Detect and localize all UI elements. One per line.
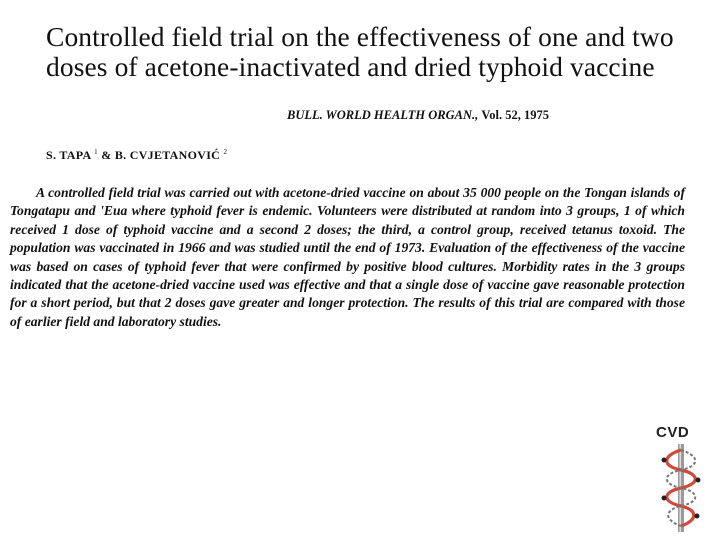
journal-citation (287, 108, 549, 123)
logo-text: CVD (656, 424, 690, 441)
author-2-mark: 2 (223, 148, 228, 156)
author-separator: & (101, 148, 112, 162)
author-line (46, 148, 227, 163)
author-1-mark: 1 (94, 148, 98, 156)
paper-title: Controlled field trial on the effectiveness of one and two doses of acetone-inactivated and dried typhoid vaccine (46, 21, 674, 82)
abstract-text: A controlled field trial was carried out with acetone-dried vaccine on about 35 000 people on the Tongan islands of Tongatapu and 'Eua where typhoid fever is endemic. Volunteers were distributed at random into 3 groups, 1 of which received 1 dose of typhoid vaccine and a second 2 doses; the third, a control group, received tetanus toxoid. The population was vaccinated in 1966 and was studied until the end of 1973. Evaluation of the effectiveness of the vaccine was based on cases of typhoid fever that were confirmed by positive blood cultures. Morbidity rates in the 3 groups indicated that the acetone-dried vaccine used was effective and that a single dose of vaccine gave reasonable protection for a short period, but that 2 doses gave greater and longer protection. The results of this trial are compared with those of earlier field and laboratory studies. (10, 185, 685, 329)
author-2-name: B. CVJETANOVIĆ (114, 148, 221, 162)
author-1-name: S. TAPA (46, 148, 91, 162)
cvd-logo (652, 424, 712, 534)
citation-volume: Vol. 52, 1975 (481, 108, 549, 122)
citation-journal: BULL. WORLD HEALTH ORGAN., (287, 108, 479, 122)
caduceus-icon (652, 444, 712, 534)
